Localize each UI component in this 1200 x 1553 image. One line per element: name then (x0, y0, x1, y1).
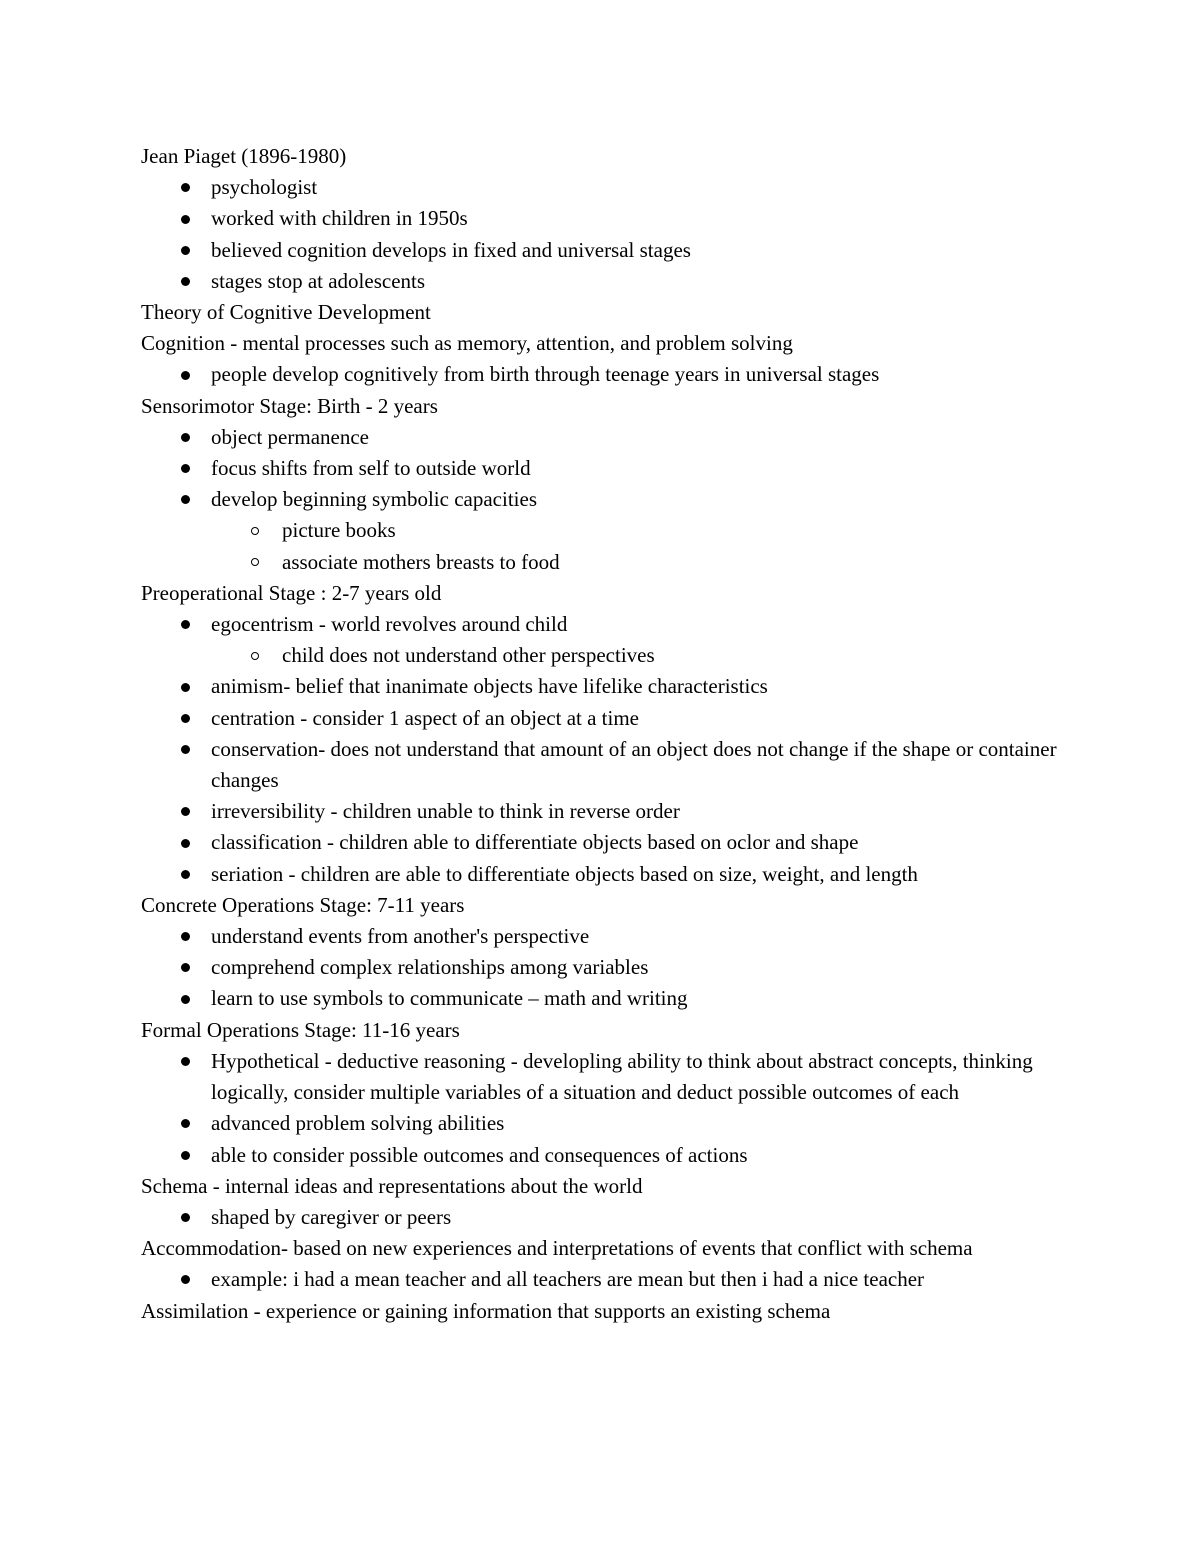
filled-bullet-icon (178, 1046, 192, 1077)
filled-bullet-icon (178, 453, 192, 484)
bullet-item (141, 921, 1071, 952)
hollow-bullet-icon (248, 515, 262, 546)
line-text: Formal Operations Stage: 11-16 years (141, 1017, 460, 1042)
filled-circle-icon (181, 683, 190, 692)
document-body (141, 141, 1071, 1327)
bullet-item (141, 359, 1071, 390)
heading-line (141, 391, 1071, 422)
bullet-item (141, 1140, 1071, 1171)
bullet-item (141, 484, 1071, 515)
line-text: object permanence (211, 424, 369, 449)
filled-bullet-icon (178, 983, 192, 1014)
heading-line (141, 1296, 1071, 1327)
line-text: advanced problem solving abilities (211, 1111, 505, 1136)
hollow-bullet-icon (248, 640, 262, 671)
bullet-item (141, 172, 1071, 203)
bullet-item (141, 859, 1071, 890)
heading-line (141, 297, 1071, 328)
line-text: learn to use symbols to communicate – math and writing (211, 986, 688, 1011)
bullet-item (141, 703, 1071, 734)
filled-bullet-icon (178, 703, 192, 734)
line-text: develop beginning symbolic capacities (211, 487, 537, 512)
filled-bullet-icon (178, 671, 192, 702)
line-text: Concrete Operations Stage: 7-11 years (141, 892, 465, 917)
line-text: Cognition - mental processes such as memory, attention, and problem solving (141, 331, 793, 356)
filled-bullet-icon (178, 172, 192, 203)
line-text: example: i had a mean teacher and all teachers are mean but then i had a nice teacher (211, 1267, 925, 1292)
line-text: centration - consider 1 aspect of an object at a time (211, 705, 639, 730)
filled-bullet-icon (178, 921, 192, 952)
bullet-item (141, 796, 1071, 827)
bullet-item (141, 203, 1071, 234)
filled-circle-icon (181, 932, 190, 941)
filled-bullet-icon (178, 235, 192, 266)
line-text: psychologist (211, 175, 318, 200)
heading-line (141, 1233, 1071, 1264)
bullet-item (141, 609, 1071, 640)
hollow-circle-icon (251, 558, 259, 566)
line-text: comprehend complex relationships among variables (211, 955, 649, 980)
line-text: understand events from another's perspective (211, 924, 590, 949)
filled-circle-icon (181, 839, 190, 848)
bullet-item (141, 983, 1071, 1014)
filled-bullet-icon (178, 1264, 192, 1295)
line-text: able to consider possible outcomes and consequences of actions (211, 1142, 748, 1167)
heading-line (141, 141, 1071, 172)
line-text: child does not understand other perspectives (282, 643, 655, 668)
hollow-circle-icon (251, 652, 259, 660)
line-text: Sensorimotor Stage: Birth - 2 years (141, 393, 438, 418)
heading-line (141, 578, 1071, 609)
line-text: Jean Piaget (1896-1980) (141, 144, 347, 168)
bullet-item (141, 1108, 1071, 1139)
filled-circle-icon (181, 1213, 190, 1222)
bullet-item (141, 671, 1071, 702)
line-text: Preoperational Stage : 2-7 years old (141, 580, 442, 605)
filled-bullet-icon (178, 266, 192, 297)
line-text: associate mothers breasts to food (282, 549, 560, 574)
filled-bullet-icon (178, 859, 192, 890)
filled-circle-icon (181, 464, 190, 473)
filled-circle-icon (181, 215, 190, 224)
bullet-item (141, 827, 1071, 858)
line-text: Assimilation - experience or gaining information that supports an existing schema (141, 1298, 831, 1323)
filled-circle-icon (181, 870, 190, 879)
line-text: classification - children able to differentiate objects based on oclor and shape (211, 830, 859, 855)
filled-circle-icon (181, 963, 190, 972)
sub-bullet-item (141, 515, 1071, 546)
line-text: Hypothetical - deductive reasoning - developling ability to think about abstract concepts, thinking logically, consider multiple variables of a situation and deduct possible outcomes of each (211, 1048, 1033, 1105)
filled-circle-icon (181, 1275, 190, 1284)
filled-circle-icon (181, 714, 190, 723)
line-text: egocentrism - world revolves around child (211, 612, 568, 637)
line-text: believed cognition develops in fixed and universal stages (211, 237, 691, 262)
filled-bullet-icon (178, 1202, 192, 1233)
filled-bullet-icon (178, 827, 192, 858)
filled-circle-icon (181, 277, 190, 286)
filled-bullet-icon (178, 734, 192, 765)
bullet-item (141, 1046, 1071, 1108)
bullet-item (141, 453, 1071, 484)
bullet-item (141, 422, 1071, 453)
line-text: seriation - children are able to differentiate objects based on size, weight, and length (211, 861, 918, 886)
filled-circle-icon (181, 183, 190, 192)
hollow-bullet-icon (248, 547, 262, 578)
line-text: conservation- does not understand that amount of an object does not change if the shape or container changes (211, 736, 1057, 793)
line-text: worked with children in 1950s (211, 206, 468, 231)
filled-circle-icon (181, 1057, 190, 1066)
filled-circle-icon (181, 433, 190, 442)
filled-bullet-icon (178, 1108, 192, 1139)
line-text: focus shifts from self to outside world (211, 456, 531, 481)
bullet-item (141, 1264, 1071, 1295)
filled-circle-icon (181, 1119, 190, 1128)
bullet-item (141, 1202, 1071, 1233)
filled-circle-icon (181, 807, 190, 816)
filled-circle-icon (181, 371, 190, 380)
filled-bullet-icon (178, 952, 192, 983)
line-text: animism- belief that inanimate objects have lifelike characteristics (211, 674, 768, 699)
line-text: irreversibility - children unable to think in reverse order (211, 799, 680, 824)
line-text: Schema - internal ideas and representations about the world (141, 1173, 643, 1198)
bullet-item (141, 734, 1071, 796)
line-text: stages stop at adolescents (211, 268, 426, 293)
line-text: Accommodation- based on new experiences and interpretations of events that conflict with schema (141, 1236, 973, 1261)
line-text: picture books (282, 518, 396, 543)
heading-line (141, 1171, 1071, 1202)
heading-line (141, 1015, 1071, 1046)
hollow-circle-icon (251, 527, 259, 535)
filled-bullet-icon (178, 609, 192, 640)
line-text: people develop cognitively from birth through teenage years in universal stages (211, 362, 880, 387)
filled-bullet-icon (178, 422, 192, 453)
filled-circle-icon (181, 620, 190, 629)
sub-bullet-item (141, 547, 1071, 578)
line-text: Theory of Cognitive Development (141, 300, 431, 325)
sub-bullet-item (141, 640, 1071, 671)
heading-line (141, 328, 1071, 359)
filled-circle-icon (181, 246, 190, 255)
filled-bullet-icon (178, 203, 192, 234)
line-text: shaped by caregiver or peers (211, 1204, 452, 1229)
bullet-item (141, 266, 1071, 297)
bullet-item (141, 235, 1071, 266)
filled-circle-icon (181, 745, 190, 754)
filled-bullet-icon (178, 359, 192, 390)
bullet-item (141, 952, 1071, 983)
filled-circle-icon (181, 995, 190, 1004)
filled-circle-icon (181, 495, 190, 504)
filled-bullet-icon (178, 1140, 192, 1171)
heading-line (141, 890, 1071, 921)
filled-bullet-icon (178, 484, 192, 515)
filled-bullet-icon (178, 796, 192, 827)
filled-circle-icon (181, 1151, 190, 1160)
